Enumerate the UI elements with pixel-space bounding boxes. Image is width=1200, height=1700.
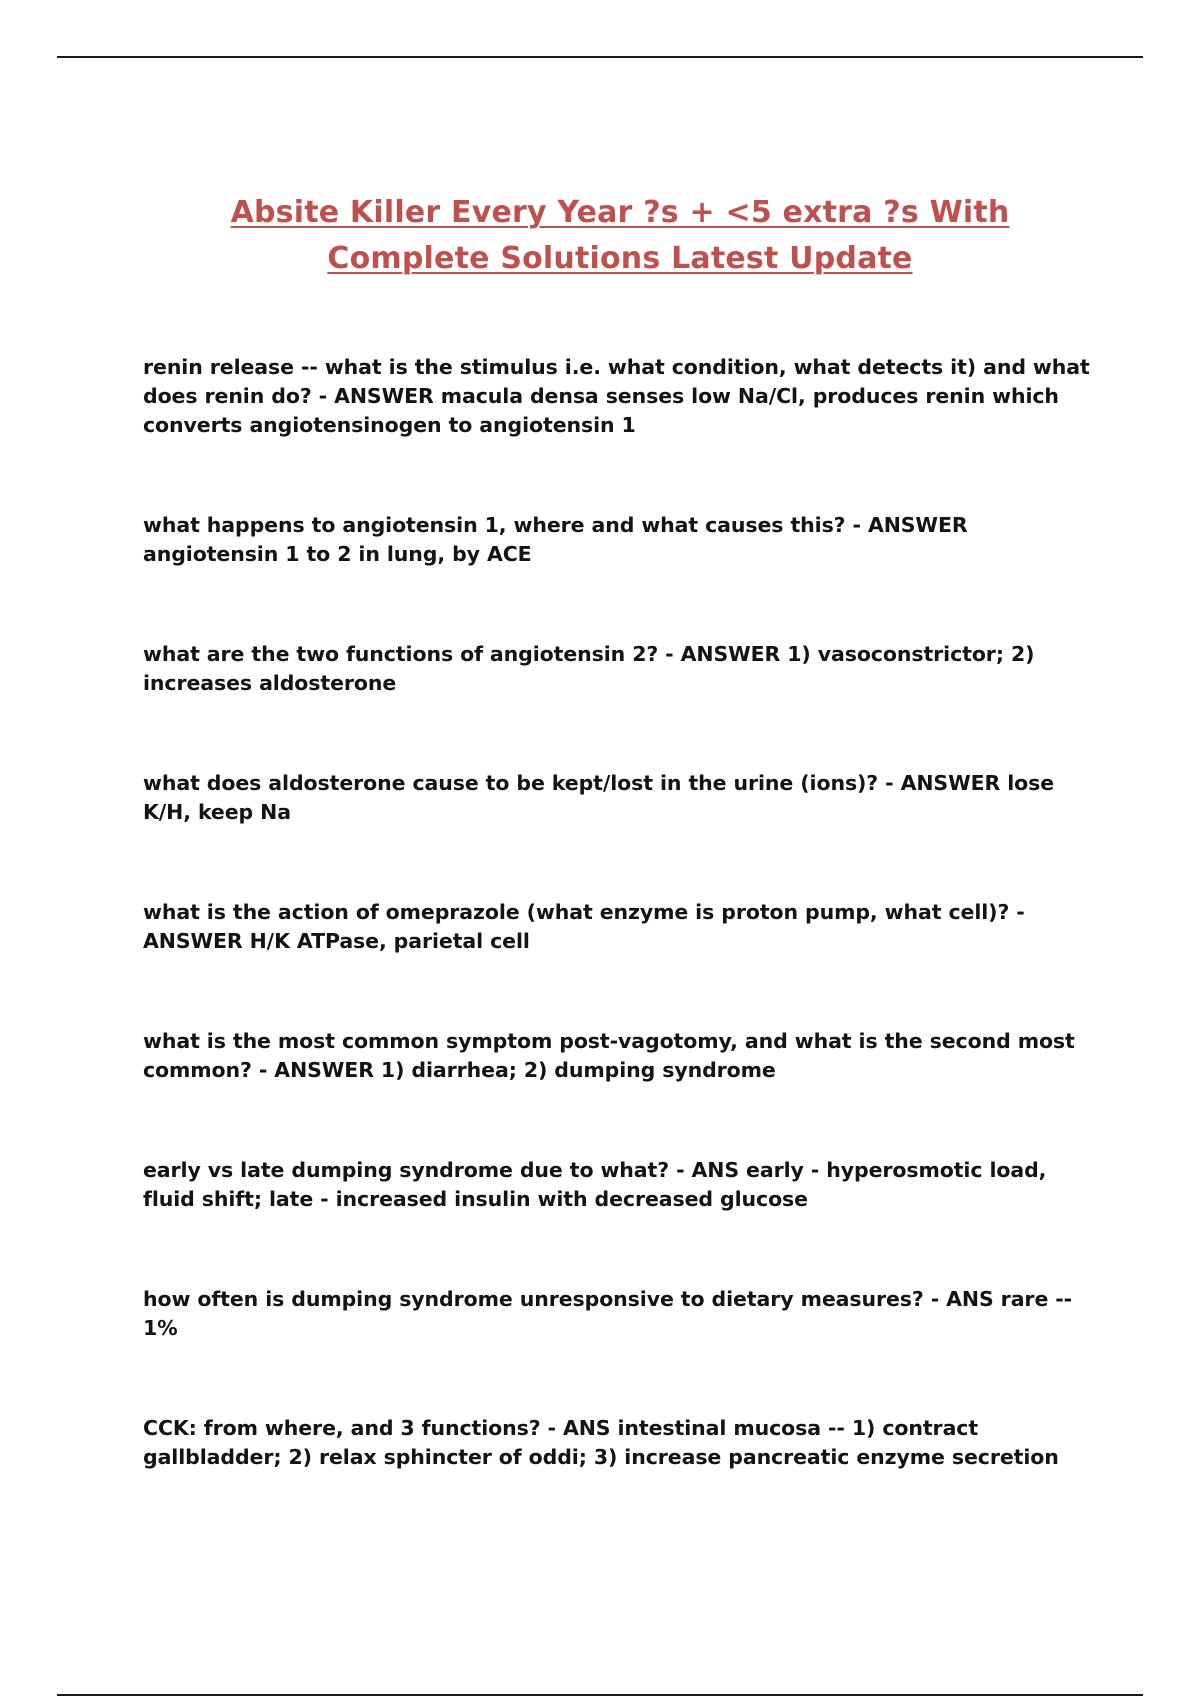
qa-item-angiotensin-1: what happens to angiotensin 1, where and what causes this? - ANSWER angiotensin 1 to 2 in lung, by ACE [143,513,968,566]
qa-item-dumping-early-late: early vs late dumping syndrome due to what? - ANS early - hyperosmotic load, fluid shift; late - increased insulin with decreased glucose [143,1158,1047,1211]
qa-item-renin-release: renin release -- what is the stimulus i.e. what condition, what detects it) and what does renin do? - ANSWER macula densa senses low Na/Cl, produces renin which converts angiotensinogen to angiotensin 1 [143,355,1090,437]
qa-item-aldosterone: what does aldosterone cause to be kept/lost in the urine (ions)? - ANSWER lose K/H, keep Na [143,771,1055,824]
qa-item-dumping-unresponsive: how often is dumping syndrome unresponsive to dietary measures? - ANS rare -- 1% [143,1287,1073,1340]
qa-item-cck: CCK: from where, and 3 functions? - ANS intestinal mucosa -- 1) contract gallbladder; 2) relax sphincter of oddi; 3) increase pancreatic enzyme secretion [143,1416,1059,1469]
bottom-divider [57,1694,1143,1696]
qa-list [143,353,1103,1472]
qa-item-post-vagotomy: what is the most common symptom post-vagotomy, and what is the second most common? - ANSWER 1) diarrhea; 2) dumping syndrome [143,1029,1075,1082]
qa-item-angiotensin-2: what are the two functions of angiotensin 2? - ANSWER 1) vasoconstrictor; 2) increases aldosterone [143,642,1035,695]
top-divider [57,56,1143,58]
document-title: Absite Killer Every Year ?s + <5 extra ?s With Complete Solutions Latest Update [230,195,1010,276]
qa-item-omeprazole: what is the action of omeprazole (what enzyme is proton pump, what cell)? - ANSWER H/K ATPase, parietal cell [143,900,1025,953]
